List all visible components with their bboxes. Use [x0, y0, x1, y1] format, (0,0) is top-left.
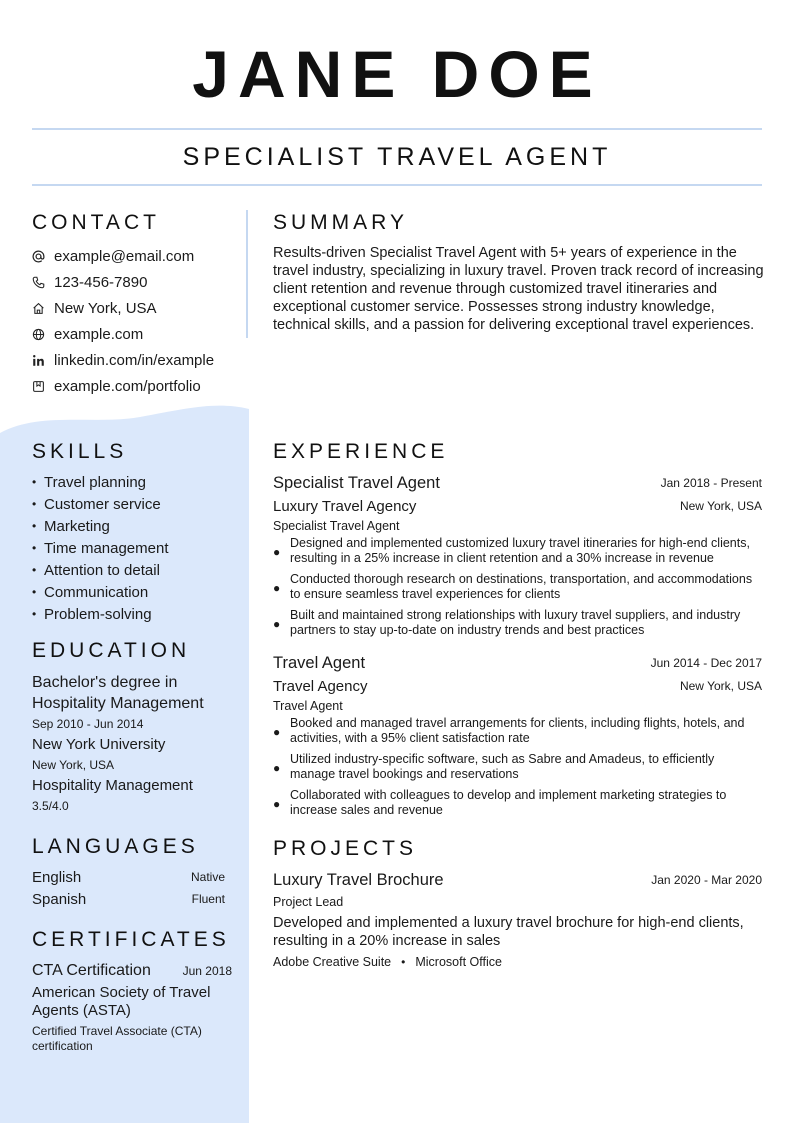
job-title: Travel Agent: [273, 653, 366, 672]
certificate-org: American Society of Travel Agents (ASTA): [32, 984, 211, 1019]
certificate-name: CTA Certification: [32, 962, 151, 979]
education-gpa: 3.5/4.0: [32, 799, 69, 813]
list-item: ● Utilized industry-specific software, such as Sabre and Amadeus, to efficiently manage travel bookings and reservations: [273, 752, 715, 781]
phone-icon: [32, 274, 54, 290]
job-title: Specialist Travel Agent: [273, 473, 440, 492]
project-entry: [273, 868, 762, 971]
linkedin-icon: [32, 352, 54, 368]
list-item: • Attention to detail: [32, 561, 160, 579]
project-description: Developed and implemented a luxury travel brochure for high-end clients, resulting in a 20% increase in sales: [273, 915, 744, 949]
list-item: ● Conducted thorough research on destinations, transportation, and accommodations to ensure seamless travel experiences for clients: [273, 572, 753, 601]
contact-email-text: example@email.com: [54, 247, 195, 265]
resume-name: JANE DOE: [192, 37, 602, 111]
header-bottom-rule: [32, 184, 762, 186]
contact-website[interactable]: [32, 321, 242, 347]
list-item: • Travel planning: [32, 473, 147, 491]
education-entry: [32, 672, 244, 816]
experience-entry: [273, 651, 762, 824]
project-tool: Microsoft Office: [415, 955, 502, 969]
contact-phone-text: 123-456-7890: [54, 273, 148, 291]
skills-list: [32, 471, 242, 625]
portfolio-icon: [32, 378, 54, 394]
header-top-rule: [32, 128, 762, 130]
education-school: New York University: [32, 736, 166, 753]
skills-heading: SKILLS: [32, 440, 128, 463]
job-dates: Jun 2014 - Dec 2017: [650, 656, 762, 670]
project-tool: Adobe Creative Suite: [273, 955, 392, 969]
education-degree: Bachelor's degree in Hospitality Management: [32, 674, 204, 712]
contact-linkedin-text: linkedin.com/in/example: [54, 351, 215, 369]
education-field: Hospitality Management: [32, 777, 193, 794]
list-item: ● Collaborated with colleagues to develop and implement marketing strategies to increase sales and revenue: [273, 788, 727, 817]
job-dates: Jan 2018 - Present: [660, 476, 762, 490]
project-title: Luxury Travel Brochure: [273, 870, 444, 889]
contact-portfolio[interactable]: [32, 373, 242, 399]
contact-list: [32, 243, 242, 399]
contact-website-text: example.com: [54, 325, 144, 343]
languages-list: [32, 866, 225, 910]
summary-heading: SUMMARY: [273, 211, 408, 234]
contact-location: [32, 295, 242, 321]
certificate-date: Jun 2018: [182, 964, 232, 978]
tool-separator: •: [401, 955, 406, 969]
certificate-desc: Certified Travel Associate (CTA) certification: [32, 1024, 202, 1053]
contact-heading: CONTACT: [32, 211, 160, 234]
list-item: • Marketing: [32, 517, 110, 535]
education-location: New York, USA: [32, 758, 115, 772]
experience-entry: [273, 471, 762, 644]
projects-heading: PROJECTS: [273, 837, 418, 860]
contact-phone[interactable]: [32, 269, 242, 295]
language-row: Spanish Fluent: [32, 890, 225, 908]
contact-location-text: New York, USA: [54, 299, 157, 317]
at-icon: [32, 248, 54, 264]
job-bullets: [273, 716, 762, 820]
home-icon: [32, 300, 54, 316]
education-heading: EDUCATION: [32, 639, 191, 662]
project-dates: Jan 2020 - Mar 2020: [651, 873, 762, 887]
education-dates: Sep 2010 - Jun 2014: [32, 717, 144, 731]
summary-text: Results-driven Specialist Travel Agent with 5+ years of experience in the travel industry, specializing in luxury travel. Proven track record of increasing client retention and revenue through customized travel itineraries and exceptional customer service. Possesses strong industry knowledge, technical skills, and a passion for delivering exceptional travel experiences.: [273, 245, 764, 333]
job-role: Specialist Travel Agent: [273, 519, 400, 533]
job-role: Travel Agent: [273, 699, 343, 713]
contact-portfolio-text: example.com/portfolio: [54, 377, 201, 395]
certificates-heading: CERTIFICATES: [32, 928, 230, 951]
job-location: New York, USA: [679, 679, 762, 693]
job-location: New York, USA: [679, 499, 762, 513]
globe-icon: [32, 326, 54, 342]
project-role: Project Lead: [273, 895, 344, 909]
list-item: ● Designed and implemented customized luxury travel itineraries for high-end clients, resulting in a 25% increase in client retention and a 30% increase in revenue: [273, 536, 750, 565]
contact-linkedin[interactable]: [32, 347, 242, 373]
experience-heading: EXPERIENCE: [273, 440, 449, 463]
job-bullets: [273, 536, 762, 640]
resume-job-title: SPECIALIST TRAVEL AGENT: [182, 143, 612, 171]
list-item: • Communication: [32, 583, 149, 601]
list-item: • Customer service: [32, 495, 161, 513]
list-item: • Problem-solving: [32, 605, 152, 623]
list-item: • Time management: [32, 539, 169, 557]
job-company: Travel Agency: [273, 677, 368, 695]
certificate-entry: [32, 960, 232, 1054]
job-company: Luxury Travel Agency: [273, 497, 417, 515]
list-item: ● Booked and managed travel arrangements for clients, including flights, hotels, and activities, with a 95% client satisfaction rate: [273, 716, 745, 745]
list-item: ● Built and maintained strong relationships with luxury travel suppliers, and industry partners to stay up-to-date on industry trends and best practices: [273, 608, 741, 637]
language-row: English Native: [32, 868, 225, 886]
contact-email[interactable]: [32, 243, 242, 269]
column-divider: [246, 210, 248, 338]
project-tools: [273, 953, 762, 971]
languages-heading: LANGUAGES: [32, 835, 199, 858]
